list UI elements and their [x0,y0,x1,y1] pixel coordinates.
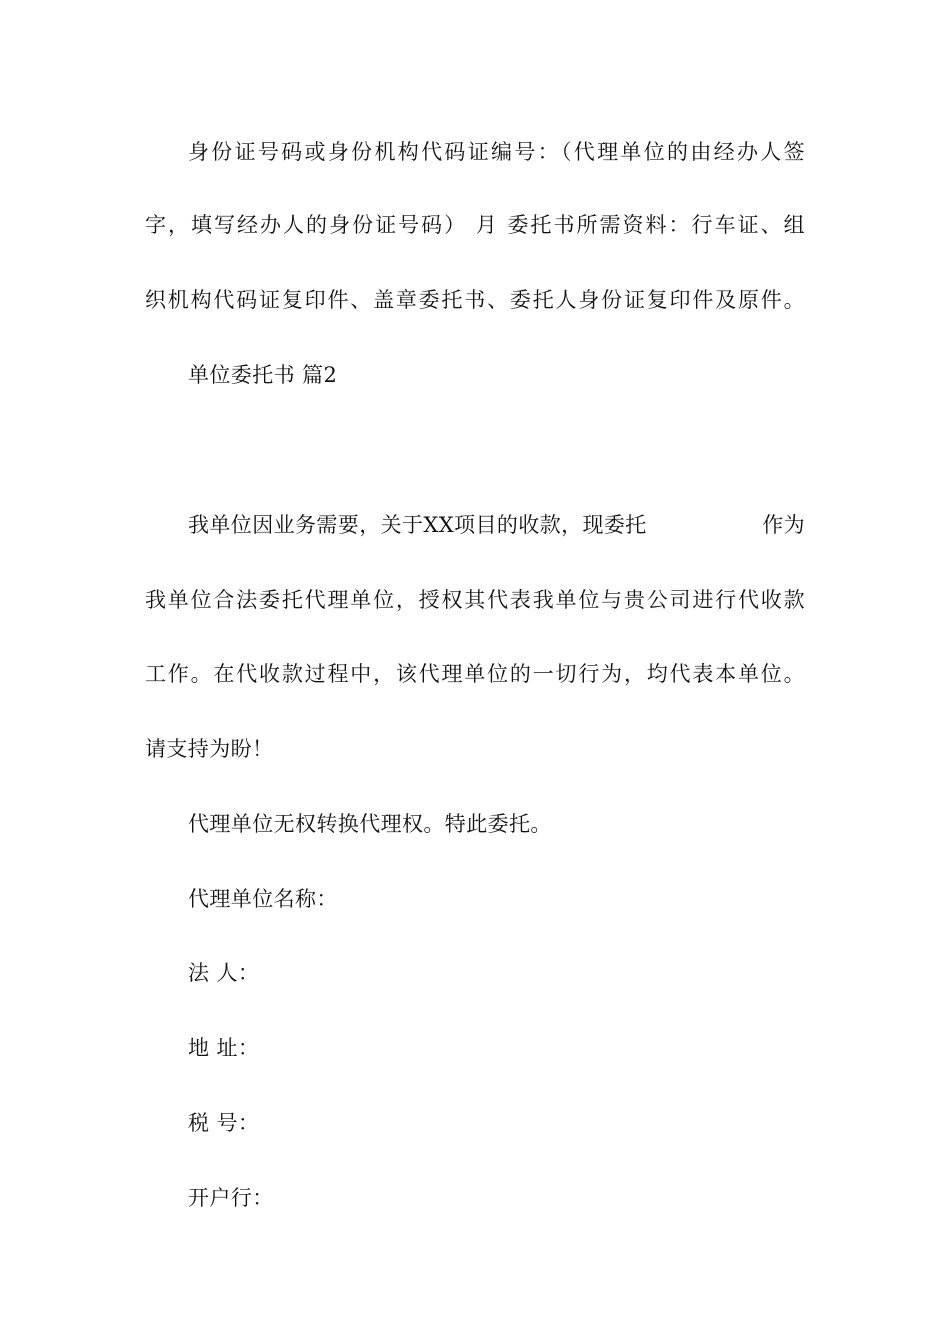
paragraph-2-line-2: 我单位合法委托代理单位，授权其代表我单位与贵公司进行代收款 [145,588,805,612]
field-legal-person: 法 人： [188,961,260,985]
paragraph-2-line-4: 请支持为盼！ [145,737,274,761]
paragraph-2-line-1 [188,510,805,540]
field-agent-unit-name: 代理单位名称： [188,887,338,911]
paragraph-3: 代理单位无权转换代理权。特此委托。 [188,812,552,836]
field-address: 地 址： [188,1036,260,1060]
paragraph-2-line-1-left: 我单位因业务需要，关于XX项目的收款，现委托 [188,513,647,537]
paragraph-1-line-1: 身份证号码或身份机构代码证编号：（代理单位的由经办人签 [188,140,805,164]
paragraph-2-line-3: 工作。在代收款过程中，该代理单位的一切行为，均代表本单位。 [145,662,805,686]
field-tax-number: 税 号： [188,1111,260,1135]
paragraph-1-line-2: 字，填写经办人的身份证号码） 月 委托书所需资料：行车证、组 [145,213,805,237]
section-heading: 单位委托书 篇2 [188,363,338,387]
field-bank: 开户行： [188,1186,274,1210]
paragraph-1-line-3: 织机构代码证复印件、盖章委托书、委托人身份证复印件及原件。 [145,288,805,312]
paragraph-2-line-1-right: 作为 [762,513,805,537]
